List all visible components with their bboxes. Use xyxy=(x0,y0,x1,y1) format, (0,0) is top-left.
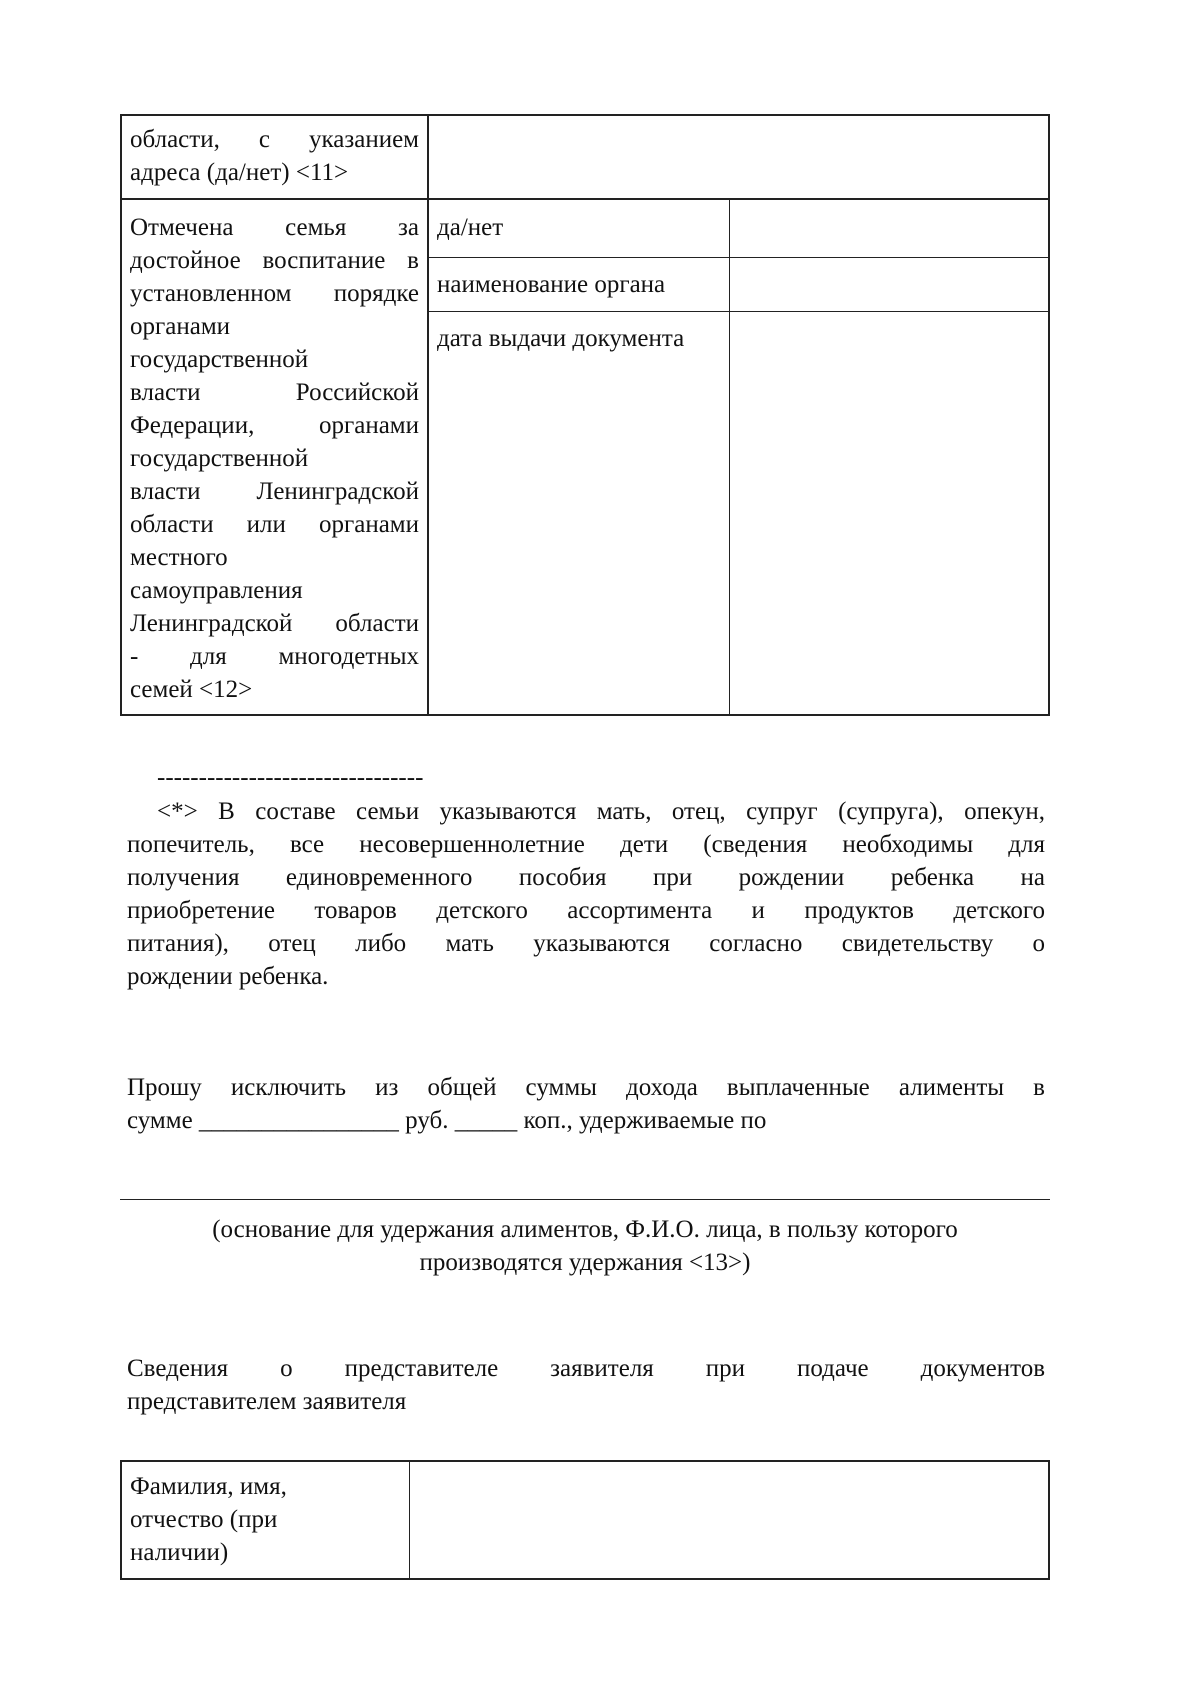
footnote-separator: -------------------------------- xyxy=(157,764,424,791)
award-label-line: достойное воспитание в xyxy=(130,247,419,274)
footnote-line: <*> В составе семьи указываются мать, отец, супруг (супруга), опекун, xyxy=(157,798,1045,825)
alimony-request xyxy=(127,1071,1045,1137)
row-address-label-line: адреса (да/нет) <11> xyxy=(130,159,349,186)
representative-line: представителем заявителя xyxy=(127,1388,407,1415)
award-label-line: семей <12> xyxy=(130,676,253,703)
footnote-line: питания), отец либо мать указываются согласно свидетельству о xyxy=(127,930,1045,957)
value-issue-date[interactable] xyxy=(730,312,1048,714)
award-label-line: Ленинградской области xyxy=(130,610,419,637)
value-yes-no[interactable] xyxy=(730,200,1048,257)
award-label-line: Отмечена семья за xyxy=(130,214,419,241)
footnote-line: рождении ребенка. xyxy=(127,963,329,990)
representative-heading xyxy=(127,1352,1045,1418)
row-family-award-label xyxy=(122,211,427,706)
award-label-line: органами xyxy=(130,313,231,340)
award-label-line: государственной xyxy=(130,445,309,472)
alimony-line: сумме ________________ руб. _____ коп., удерживаемые по xyxy=(127,1107,767,1134)
award-label-line: области или органами xyxy=(130,511,419,538)
row-address-label-line: области, с указанием xyxy=(130,126,419,153)
alimony-line: Прошу исключить из общей суммы дохода выплаченные алименты в xyxy=(127,1074,1045,1101)
footnote xyxy=(127,795,1045,993)
row-address-label xyxy=(122,123,427,189)
row-address-value[interactable] xyxy=(429,116,1048,198)
full-name-value[interactable] xyxy=(410,1462,1048,1578)
sub-label-yes-no: да/нет xyxy=(437,214,504,241)
full-name-label-line: наличии) xyxy=(130,1539,229,1566)
award-label-line: самоуправления xyxy=(130,577,303,604)
full-name-label xyxy=(122,1470,409,1569)
representative-line: Сведения о представителе заявителя при подаче документов xyxy=(127,1355,1045,1382)
value-authority-name[interactable] xyxy=(730,258,1048,311)
award-label-line: установленном порядке xyxy=(130,280,419,307)
award-label-line: Федерации, органами xyxy=(130,412,419,439)
sub-label-issue-date: дата выдачи документа xyxy=(437,325,685,352)
full-name-label-line: отчество (при xyxy=(130,1506,278,1533)
sub-label-authority-name: наименование органа xyxy=(437,271,666,298)
alimony-basis-field[interactable] xyxy=(120,1199,1050,1200)
footnote-line: попечитель, все несовершеннолетние дети (сведения необходимы для xyxy=(127,831,1045,858)
award-label-line: власти Российской xyxy=(130,379,419,406)
full-name-label-line: Фамилия, имя, xyxy=(130,1473,287,1500)
alimony-basis-caption xyxy=(120,1213,1050,1279)
footnote-line: получения единовременного пособия при рождении ребенка на xyxy=(127,864,1045,891)
caption-line: производятся удержания <13>) xyxy=(419,1249,751,1276)
award-label-line: государственной xyxy=(130,346,309,373)
award-label-line: местного xyxy=(130,544,228,571)
award-label-line: - для многодетных xyxy=(130,643,419,670)
caption-line: (основание для удержания алиментов, Ф.И.О. лица, в пользу которого xyxy=(212,1216,958,1243)
footnote-line: приобретение товаров детского ассортимента и продуктов детского xyxy=(127,897,1045,924)
award-label-line: власти Ленинградской xyxy=(130,478,419,505)
